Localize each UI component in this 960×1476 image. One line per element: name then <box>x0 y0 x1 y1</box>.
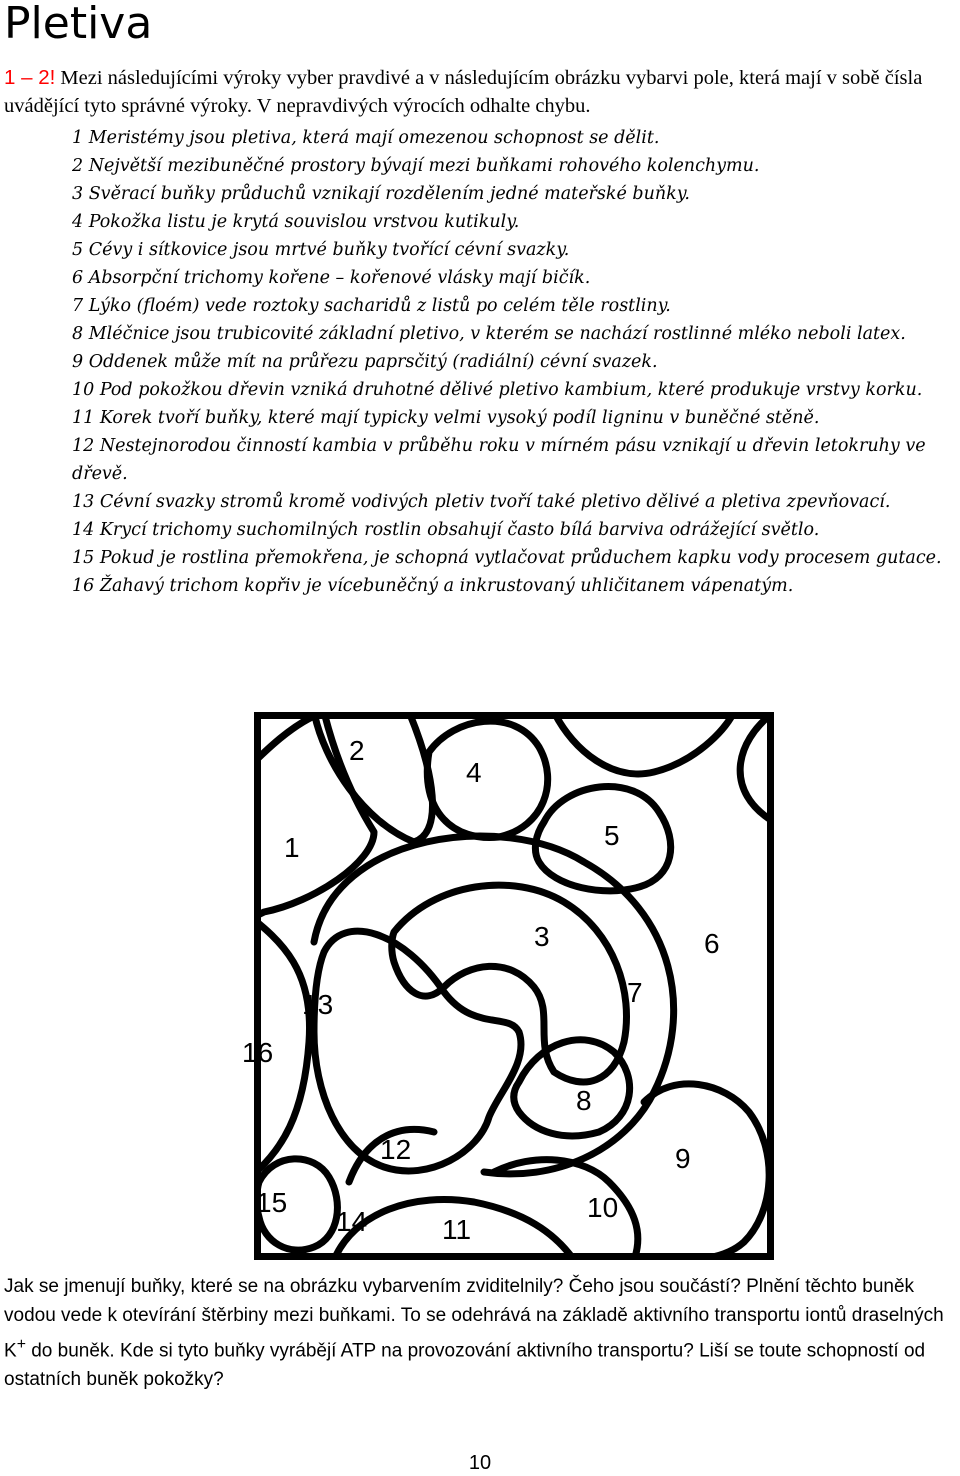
statement-4: 4 Pokožka listu je krytá souvislou vrstvou kutikuly. <box>72 212 520 232</box>
label-6: 6 <box>704 928 720 959</box>
statement-14: 14 Krycí trichomy suchomilných rostlin obsahují často bílá barviva odrážející světlo. <box>72 520 820 540</box>
label-10: 10 <box>587 1192 619 1223</box>
statement-11: 11 Korek tvoří buňky, které mají typicky velmi vysoký podíl ligninu v buněčné stěně. <box>72 408 820 428</box>
cell-9[interactable] <box>644 1084 769 1260</box>
label-2: 2 <box>349 735 365 766</box>
cell-top-right[interactable] <box>554 712 734 774</box>
label-3: 3 <box>534 921 550 952</box>
question-text-end: do buněk. Kde si tyto buňky vyrábějí ATP na provozování aktivního transportu? Liší se toute schopností od ostatních buněk pokožky? <box>4 1340 926 1391</box>
label-16: 16 <box>242 1037 274 1068</box>
questions-paragraph <box>4 1272 959 1394</box>
label-8: 8 <box>576 1085 592 1116</box>
statement-15: 15 Pokud je rostlina přemokřena, je schopná vytlačovat průduchem kapku vody procesem gutace. <box>72 548 942 568</box>
statement-6: 6 Absorpční trichomy kořene – kořenové vlásky mají bičík. <box>72 268 591 288</box>
label-13: 13 <box>302 989 334 1020</box>
statement-list <box>72 124 957 600</box>
statement-8: 8 Mléčnice jsou trubicovité základní pletivo, v kterém se nachází rostlinné mléko neboli latex. <box>72 324 906 344</box>
label-15: 15 <box>256 1187 288 1218</box>
statement-16: 16 Žahavý trichom kopřiv je vícebuněčný a inkrustovaný uhličitanem vápenatým. <box>72 576 794 596</box>
coloring-figure <box>242 712 774 1260</box>
label-9: 9 <box>675 1143 691 1174</box>
label-1: 1 <box>284 832 300 863</box>
cell-4[interactable] <box>427 721 547 837</box>
task-number: 1 – 2! <box>4 66 56 89</box>
statement-9: 9 Oddenek může mít na průřezu paprsčitý (radiální) cévní svazek. <box>72 352 658 372</box>
cell-8[interactable] <box>514 1040 630 1136</box>
label-12: 12 <box>380 1134 412 1165</box>
label-7: 7 <box>627 977 643 1008</box>
statement-1: 1 Meristémy jsou pletiva, která mají omezenou schopnost se dělit. <box>72 128 660 148</box>
question-text-start: Jak se jmenují buňky, které se na obrázku vybarvením zviditelnily? Čeho jsou součástí? Plnění těchto buněk vodou vede k otevírání štěrbiny mezi buňkami. To se odehrává na základě aktivního transportu iontů draselných K <box>4 1276 944 1362</box>
statement-5: 5 Cévy i sítkovice jsou mrtvé buňky tvořící cévní svazky. <box>72 240 570 260</box>
superscript-plus: + <box>16 1336 26 1353</box>
statement-10: 10 Pod pokožkou dřevin vzniká druhotné dělivé pletivo kambium, které produkuje vrstvy korku. <box>72 380 923 400</box>
task-text: Mezi následujícími výroky vyber pravdivé a v následujícím obrázku vybarvi pole, která mají v sobě čísla uvádějící tyto správné výroky. V nepravdivých výrocích odhalte chybu. <box>4 67 923 117</box>
label-4: 4 <box>466 757 482 788</box>
statement-7: 7 Lýko (floém) vede roztoky sacharidů z listů po celém těle rostliny. <box>72 296 671 316</box>
page-number: 10 <box>468 1452 492 1474</box>
label-5: 5 <box>604 820 620 851</box>
statement-3: 3 Svěrací buňky průduchů vznikají rozdělením jedné mateřské buňky. <box>72 184 690 204</box>
statement-12: 12 Nestejnorodou činností kambia v průběhu roku v mírném pásu vznikají u dřevin letokruhy ve dřevě. <box>72 436 926 484</box>
page-title: Pletiva <box>4 0 153 49</box>
cell-3[interactable] <box>392 885 627 1082</box>
statement-13: 13 Cévní svazky stromů kromě vodivých pletiv tvoří také pletivo dělivé a pletiva zpevňovací. <box>72 492 891 512</box>
statement-2: 2 Největší mezibuněčné prostory bývají mezi buňkami rohového kolenchymu. <box>72 156 760 176</box>
label-11: 11 <box>442 1214 472 1245</box>
task-instructions <box>4 64 954 120</box>
label-14: 14 <box>336 1206 368 1237</box>
